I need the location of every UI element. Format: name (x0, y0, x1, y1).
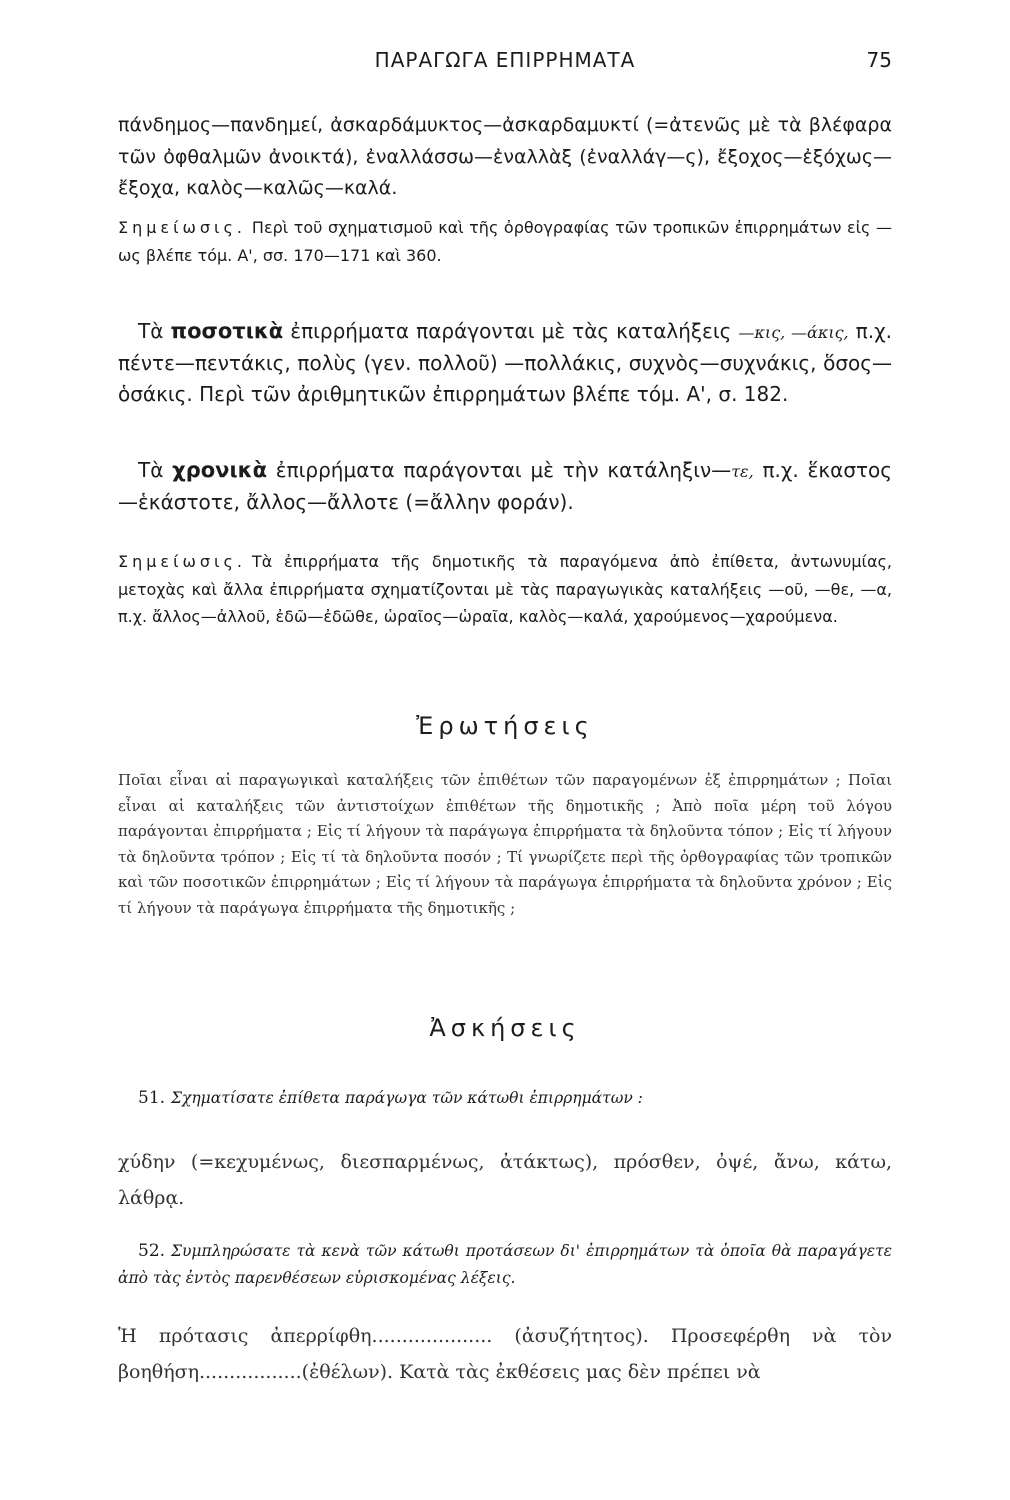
exercise-instruction: Σχηματίσατε ἐπίθετα παράγωγα τῶν κάτωθι ἐπιρρημάτων : (171, 1089, 643, 1107)
page-header (0, 48, 1010, 78)
page-number: 75 (866, 48, 892, 72)
paragraph-posotika-text-b: π.χ. πέντε—πεντάκις, πολὺς (γεν. πολλοῦ) —πολλάκις, συχνὸς—συχνάκις, ὅσος—ὁσάκις. Περὶ τῶν ἀριθμητικῶν ἐπιρρημάτων βλέπε τόμ. Α', σ. 182. (118, 319, 893, 406)
paragraph-posotika-text-a: ἐπιρρήματα παράγονται μὲ τὰς καταλήξεις (290, 319, 732, 343)
paragraph-chronika (118, 455, 892, 518)
suffix-te: τε, (731, 462, 754, 481)
questions-text: Ποῖαι εἶναι αἱ παραγωγικαὶ καταλήξεις τῶν ἐπιθέτων τῶν παραγομένων ἐξ ἐπιρρημάτων ; Ποῖαι εἶναι αἱ καταλήξεις τῶν ἀντιστοίχων ἐπιθέτων τῆς δημοτικῆς ; Ἀπὸ ποῖα μέρη τοῦ λόγου παράγονται ἐπιρρήματα ; Εἰς τί λήγουν τὰ παράγωγα ἐπιρρήματα τὰ δηλοῦντα τόπον ; Εἰς τί λήγουν τὰ δηλοῦντα τρόπον ; Εἰς τί τὰ δηλοῦντα ποσόν ; Τί γνωρίζετε περὶ τῆς ὀρθογραφίας τῶν τροπικῶν καὶ τῶν ποσοτικῶν ἐπιρρημάτων ; Εἰς τί λήγουν τὰ παράγωγα ἐπιρρήματα τὰ δηλοῦντα χρόνον ; Εἰς τί λήγουν τὰ παράγωγα ἐπιρρήματα τῆς δημοτικῆς ; (118, 771, 892, 917)
exercise-51-body: χύδην (=κεχυμένως, διεσπαρμένως, ἀτάκτως), πρόσθεν, ὀψέ, ἄνω, κάτω, λάθρᾳ. (118, 1151, 892, 1209)
note-label: Σημείωσις. (118, 552, 246, 571)
term-chronika: χρονικὰ (172, 458, 268, 482)
paragraph-chronika-text-a: ἐπιρρήματα παράγονται μὲ τὴν κατάληξιν— (275, 458, 732, 482)
running-title: ΠΑΡΑΓΩΓΑ ΕΠΙΡΡΗΜΑΤΑ (374, 48, 636, 72)
term-posotika: ποσοτικὰ (170, 319, 284, 343)
note-text: Τὰ ἐπιρρήματα τῆς δημοτικῆς τὰ παραγόμενα ἀπὸ ἐπίθετα, ἀντωνυμίας, μετοχὰς καὶ ἄλλα ἐπιρρήματα σχηματίζονται μὲ τὰς παραγωγικὰς καταλήξεις —οῦ, —θε, —α, π.χ. ἄλλος—ἀλλοῦ, ἐδῶ—ἐδῶθε, ὡραῖος—ὡραῖα, καλὸς—καλά, χαρούμενος—χαρούμενα. (118, 552, 892, 626)
suffix-kis: —κις, —άκις, (738, 323, 849, 342)
note-label: Σημείωσις. (118, 218, 246, 237)
exercise-number: 52. (138, 1241, 166, 1261)
exercise-52-body: Ἡ πρότασις ἀπερρίφθη.................... (ἀσυζήτητος). Προσεφέρθη νὰ τὸν βοηθήση.................(ἐθέλων). Κατὰ τὰς ἐκθέσεις μας δὲν πρέπει νὰ (118, 1325, 892, 1383)
paragraph-posotika (118, 316, 892, 410)
exercise-number: 51. (138, 1088, 166, 1108)
section-heading-questions: Ἐρωτήσεις (416, 712, 594, 740)
note-text: Περὶ τοῦ σχηματισμοῦ καὶ τῆς ὀρθογραφίας τῶν τροπικῶν ἐπιρρημάτων εἰς —ως βλέπε τόμ. Α', σσ. 170—171 καὶ 360. (118, 218, 892, 265)
exercise-instruction: Συμπληρώσατε τὰ κενὰ τῶν κάτωθι προτάσεων δι' ἐπιρρημάτων τὰ ὁποῖα θὰ παραγάγετε ἀπὸ τὰς ἐντὸς παρενθέσεων εὑρισκομένας λέξεις. (118, 1242, 892, 1287)
paragraph-examples (118, 110, 892, 205)
section-heading-exercises: Ἀσκήσεις (429, 1014, 581, 1042)
paragraph-examples-text: πάνδημος—πανδημεί, ἀσκαρδάμυκτος—ἀσκαρδαμυκτί (=ἀτενῶς μὲ τὰ βλέφαρα τῶν ὀφθαλμῶν ἀνοικτά), ἐναλλάσσω—ἐναλλὰξ (ἐναλλάγ—ς), ἔξοχος—ἐξόχως—ἔξοχα, καλὸς—καλῶς—καλά. (118, 114, 892, 199)
note-tropika (118, 214, 892, 269)
paragraph-chronika-text-b: π.χ. ἕκαστος—ἑκάστοτε, ἄλλος—ἄλλοτε (=ἄλλην φοράν). (118, 458, 893, 514)
note-dimotiki (118, 548, 892, 631)
paragraph-chronika-intro: Τὰ (138, 458, 164, 482)
exercise-51-title (118, 1085, 892, 1112)
exercise-52-title (118, 1238, 892, 1292)
paragraph-posotika-intro: Τὰ (138, 319, 164, 343)
